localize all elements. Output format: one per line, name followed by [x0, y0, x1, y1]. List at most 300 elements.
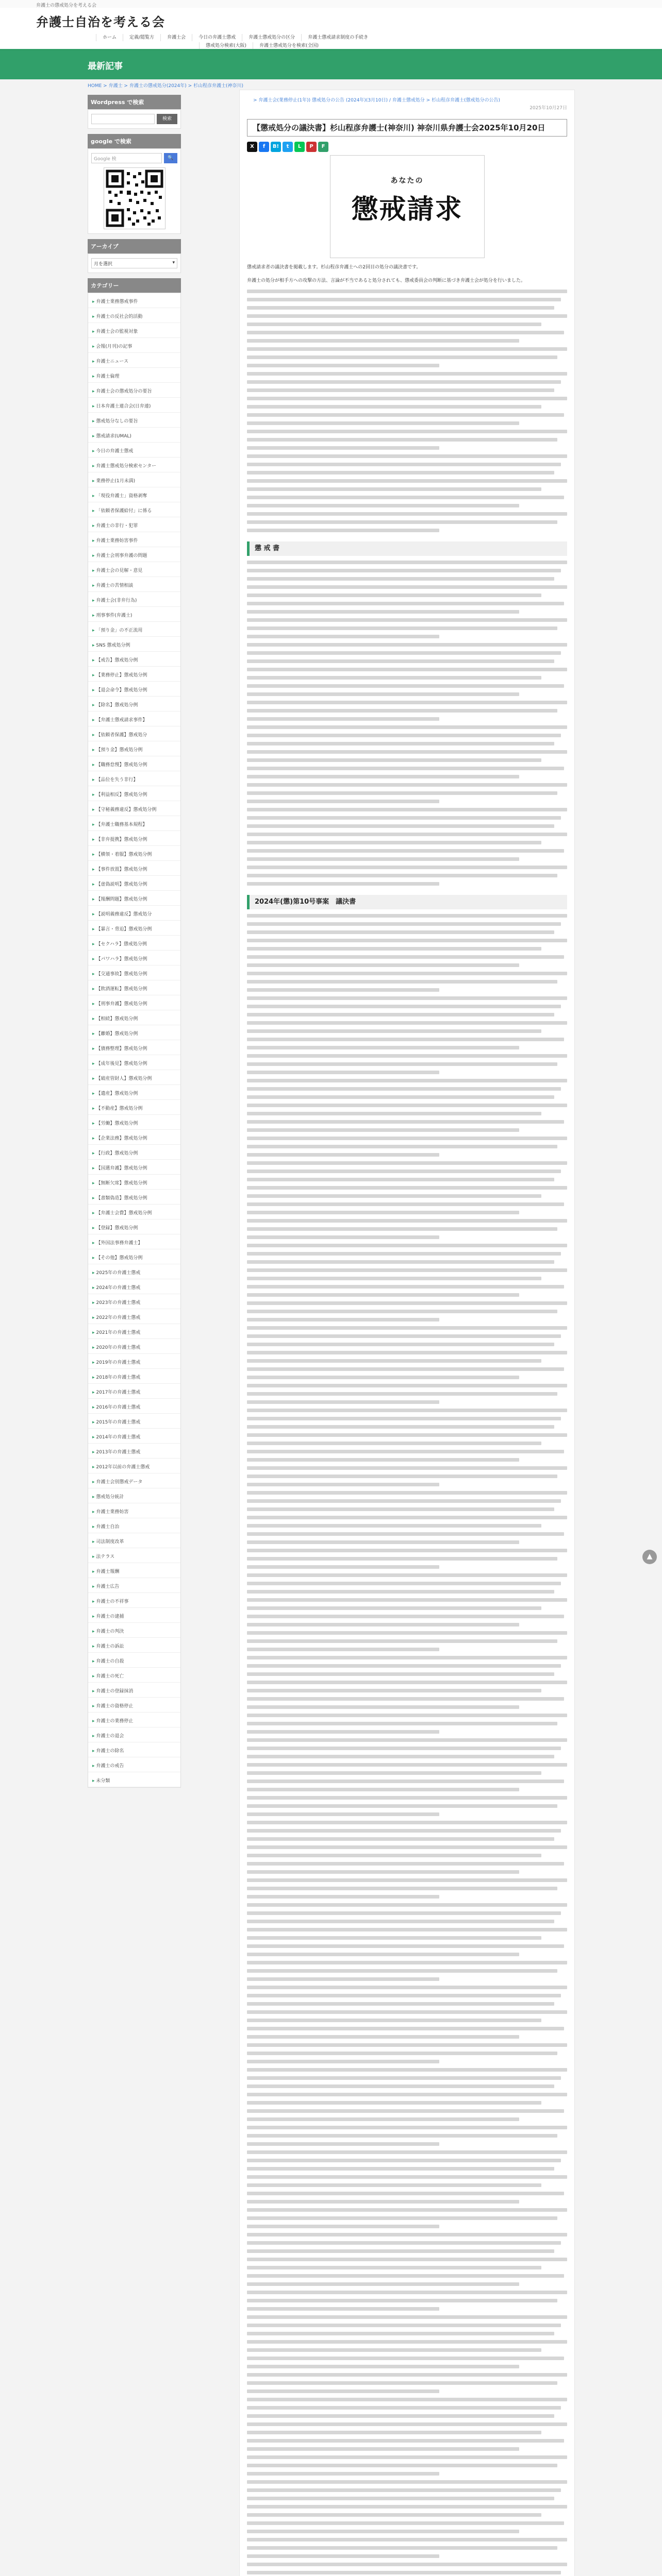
- text-line: [247, 1425, 554, 1429]
- text-line: [247, 874, 557, 877]
- qr-code-image: [104, 167, 166, 229]
- category-link[interactable]: ▸ 司法制度改革: [88, 1533, 180, 1548]
- category-link[interactable]: ▸ 弁護士の業務停止: [88, 1713, 180, 1727]
- text-line: [247, 1821, 567, 1824]
- site-title[interactable]: 弁護士自治を考える会: [36, 15, 165, 29]
- text-line: [247, 1837, 554, 1841]
- category-link[interactable]: ▸ 2014年の弁護士懲戒: [88, 1429, 180, 1444]
- category-link[interactable]: ▸ 弁護士自治: [88, 1518, 180, 1533]
- text-line: [247, 1310, 557, 1313]
- text-line: [247, 963, 519, 967]
- article-date: 2025年10月27日: [529, 106, 567, 111]
- text-line: [247, 1516, 567, 1519]
- text-line: [247, 1326, 567, 1330]
- category-link[interactable]: ▸ 【遺産】懲戒処分例: [88, 1085, 180, 1100]
- text-line: [247, 1524, 541, 1528]
- text-line: [247, 471, 554, 474]
- category-link[interactable]: ▸ 【横領・着服】懲戒処分例: [88, 846, 180, 861]
- category-link[interactable]: ▸ 【国選弁護】懲戒処分例: [88, 1160, 180, 1175]
- category-link[interactable]: ▸ 【職務怠慢】懲戒処分例: [88, 756, 180, 771]
- text-line: [247, 1161, 567, 1165]
- text-line: [247, 1087, 561, 1091]
- category-link[interactable]: ▸ 【企業法務】懲戒処分例: [88, 1130, 180, 1145]
- feedly-share-icon[interactable]: F: [318, 142, 328, 152]
- category-link[interactable]: ▸ 【暴言・脅迫】懲戒処分例: [88, 921, 180, 936]
- category-link[interactable]: ▸ 【弁護士職務基本規程】: [88, 816, 180, 831]
- facebook-share-icon[interactable]: f: [259, 142, 269, 152]
- category-link[interactable]: ▸ 【刑事弁護】懲戒処分例: [88, 995, 180, 1010]
- text-line: [247, 2357, 564, 2360]
- text-line: [247, 1887, 557, 1890]
- text-line: [247, 2010, 567, 2014]
- archive-select[interactable]: [91, 258, 177, 268]
- text-line: [247, 355, 557, 359]
- text-line: [247, 1104, 567, 1107]
- text-line: [247, 529, 439, 532]
- category-link[interactable]: ▸ 「預り金」の不正流用: [88, 622, 180, 637]
- text-line: [247, 1878, 567, 1882]
- text-line: [247, 2324, 561, 2327]
- category-link[interactable]: ▸ 2015年の弁護士懲戒: [88, 1414, 180, 1429]
- text-line: [247, 1780, 564, 1783]
- text-line: [247, 734, 561, 737]
- category-link[interactable]: ▸ 2012年以前の弁護士懲戒: [88, 1459, 180, 1473]
- text-line: [247, 2101, 541, 2105]
- article-breadcrumb[interactable]: > 弁護士会(業務停止(1年)) 懲戒処分の公告 (2024年)(3月10日) / 弁護士懲戒処分 > 杉山程彦弁護士(懲戒処分の公告): [253, 98, 501, 103]
- text-line: [247, 2422, 567, 2426]
- category-link[interactable]: ▸ 【債務整理】懲戒処分例: [88, 1040, 180, 1055]
- text-line: [247, 2373, 567, 2377]
- pocket-share-icon[interactable]: P: [306, 142, 317, 152]
- category-link[interactable]: ▸ 弁護士懲戒処分検索センター: [88, 457, 180, 472]
- category-link[interactable]: ▸ 懲戒処分なしの要旨: [88, 413, 180, 428]
- eyecatch-title: 懲戒請求: [351, 194, 463, 225]
- text-line: [247, 2274, 564, 2278]
- category-link[interactable]: ▸ 2016年の弁護士懲戒: [88, 1399, 180, 1414]
- twitter-share-icon[interactable]: t: [283, 142, 293, 152]
- text-line: [247, 2315, 567, 2319]
- text-line: [247, 298, 561, 301]
- text-line: [247, 1194, 541, 1198]
- category-link[interactable]: ▸ 弁護士の判決: [88, 1623, 180, 1638]
- text-line: [247, 2365, 519, 2368]
- text-line: [247, 2530, 519, 2533]
- text-line: [247, 758, 541, 762]
- category-link[interactable]: ▸ 弁護士会刑事弁護の問題: [88, 547, 180, 562]
- wp-search-button[interactable]: 検索: [157, 114, 177, 124]
- text-line: [247, 651, 561, 655]
- text-line: [247, 1252, 561, 1256]
- text-line: [247, 1277, 541, 1280]
- text-line: [247, 1186, 567, 1190]
- text-line: [247, 725, 567, 729]
- category-link[interactable]: ▸ 【登録】懲戒処分例: [88, 1219, 180, 1234]
- text-line: [247, 1038, 564, 1041]
- category-link[interactable]: ▸ 弁護士の非行・犯罪: [88, 517, 180, 532]
- article-title: 【懲戒処分の議決書】杉山程彦弁護士(神奈川) 神奈川県弁護士会2025年10月20日: [253, 123, 545, 132]
- category-link[interactable]: ▸ 弁護士倫理: [88, 368, 180, 383]
- category-link[interactable]: ▸ 懲戒処分統計: [88, 1488, 180, 1503]
- category-link[interactable]: ▸ 【利益相反】懲戒処分例: [88, 786, 180, 801]
- category-link[interactable]: ▸ 【外国法事務弁護士】: [88, 1234, 180, 1249]
- text-line: [247, 791, 557, 795]
- category-link[interactable]: ▸ 懲戒請求(UMAL): [88, 428, 180, 443]
- text-line: [247, 1219, 567, 1223]
- wp-search-input[interactable]: [91, 114, 155, 124]
- text-line: [247, 824, 554, 828]
- category-link[interactable]: ▸ 【非弁提携】懲戒処分例: [88, 831, 180, 846]
- category-link[interactable]: ▸ 【退会命令】懲戒処分例: [88, 682, 180, 697]
- category-link[interactable]: ▸ 弁護士の訴訟: [88, 1638, 180, 1653]
- category-link[interactable]: ▸ 【パワハラ】懲戒処分例: [88, 951, 180, 965]
- category-link[interactable]: ▸ 弁護士業務妨害事件: [88, 532, 180, 547]
- text-line: [247, 2299, 557, 2302]
- category-link[interactable]: ▸ 弁護士業務妨害: [88, 1503, 180, 1518]
- text-line: [247, 1573, 567, 1577]
- category-link[interactable]: ▸ SNS 懲戒処分例: [88, 637, 180, 652]
- text-line: [247, 421, 519, 425]
- text-line: [247, 405, 541, 409]
- text-line: [247, 2282, 519, 2286]
- text-line: [247, 1961, 567, 1964]
- text-line: [247, 849, 564, 853]
- category-link[interactable]: ▸ 弁護士の退会: [88, 1727, 180, 1742]
- category-link[interactable]: ▸ 弁護士の登録抹消: [88, 1683, 180, 1698]
- category-link[interactable]: ▸ 弁護士の除名: [88, 1742, 180, 1757]
- text-line: [247, 290, 567, 293]
- sidebar: [88, 90, 181, 1788]
- text-line: [247, 2043, 567, 2047]
- text-line: [247, 2134, 557, 2138]
- text-line: [247, 2439, 564, 2443]
- category-link[interactable]: ▸ 今日の弁護士懲戒: [88, 443, 180, 457]
- text-line: [247, 2546, 557, 2550]
- category-link[interactable]: ▸ 業務停止(1月未満): [88, 472, 180, 487]
- text-line: [247, 2414, 554, 2418]
- text-line: [247, 1911, 561, 1915]
- text-line: [247, 1178, 554, 1181]
- text-line: [247, 1648, 439, 1651]
- category-link[interactable]: ▸ 弁護士会の見解・意見: [88, 562, 180, 577]
- category-link[interactable]: ▸ 【行政】懲戒処分例: [88, 1145, 180, 1160]
- text-line: [247, 914, 567, 918]
- text-line: [247, 1639, 557, 1643]
- category-link[interactable]: ▸ 「現役弁護士」資格剥奪: [88, 487, 180, 502]
- category-link[interactable]: ▸ 弁護士の不祥事: [88, 1593, 180, 1608]
- text-line: [247, 1029, 541, 1033]
- qr-code-graphic: [104, 168, 165, 229]
- text-line: [247, 1623, 519, 1626]
- text-line: [247, 1565, 439, 1569]
- category-link[interactable]: ▸ 【書類偽造】懲戒処分例: [88, 1190, 180, 1205]
- text-line: [247, 1771, 541, 1775]
- category-link[interactable]: ▸ 弁護士報酬: [88, 1563, 180, 1578]
- text-line: [247, 1796, 567, 1800]
- text-line: [247, 1944, 564, 1948]
- text-line: [247, 380, 561, 384]
- category-link[interactable]: ▸ 【依頼者保護】懲戒処分: [88, 726, 180, 741]
- text-line: [247, 1672, 554, 1676]
- text-line: [247, 1334, 561, 1338]
- text-line: [247, 2348, 541, 2352]
- category-header: カテゴリー: [88, 278, 181, 293]
- category-link[interactable]: ▸ 「依頼者保護給付」に係る: [88, 502, 180, 517]
- text-line: [247, 504, 519, 507]
- text-line: [247, 2455, 567, 2459]
- text-line: [247, 2340, 567, 2344]
- text-line: [247, 2513, 541, 2517]
- category-link[interactable]: ▸ 【成年後見】懲戒処分例: [88, 1055, 180, 1070]
- category-link[interactable]: ▸ 【虚偽説明】懲戒処分例: [88, 876, 180, 891]
- text-line: [247, 1812, 439, 1816]
- text-line: [247, 1409, 567, 1412]
- category-link[interactable]: ▸ 【説明義務違反】懲戒処分: [88, 906, 180, 921]
- banner-title: 最新記事: [88, 61, 123, 72]
- category-link[interactable]: ▸ 【相続】懲戒処分例: [88, 1010, 180, 1025]
- text-line: [247, 1606, 541, 1610]
- google-search-widget: [88, 148, 181, 234]
- text-line: [247, 701, 567, 704]
- nav-item[interactable]: ホーム: [96, 34, 123, 41]
- text-line: [247, 479, 567, 483]
- text-line: [247, 1013, 554, 1016]
- text-line: [247, 463, 561, 466]
- text-line: [247, 1681, 567, 1684]
- text-line: [247, 1664, 561, 1668]
- text-line: [247, 767, 564, 770]
- category-link[interactable]: ▸ 【弁護士懲戒請求事件】: [88, 711, 180, 726]
- text-line: [247, 1153, 439, 1157]
- text-line: [247, 775, 519, 778]
- text-line: [247, 2472, 439, 2476]
- category-link[interactable]: ▸ 2024年の弁護士懲戒: [88, 1279, 180, 1294]
- category-link[interactable]: ▸ 弁護士の戒告: [88, 1757, 180, 1772]
- category-link[interactable]: ▸ 未分類: [88, 1772, 180, 1787]
- text-line: [247, 1137, 567, 1140]
- text-line: [247, 1120, 564, 1124]
- text-line: [247, 1417, 561, 1420]
- category-link[interactable]: ▸ 弁護士の反社会的活動: [88, 308, 180, 323]
- category-link[interactable]: ▸ 【労働】懲戒処分例: [88, 1115, 180, 1130]
- category-link[interactable]: ▸ 2018年の弁護士懲戒: [88, 1369, 180, 1384]
- category-link[interactable]: ▸ 【業務停止】懲戒処分例: [88, 667, 180, 682]
- text-line: [247, 1738, 567, 1742]
- category-link[interactable]: ▸ 【除名】懲戒処分例: [88, 697, 180, 711]
- category-link[interactable]: ▸ 【破産管財人】懲戒処分例: [88, 1070, 180, 1085]
- text-line: [247, 2521, 564, 2525]
- text-line: [247, 1442, 541, 1445]
- category-link[interactable]: ▸ 【その他】懲戒処分例: [88, 1249, 180, 1264]
- text-line: [247, 413, 564, 417]
- line-share-icon[interactable]: L: [294, 142, 305, 152]
- category-link[interactable]: ▸ 【不動産】懲戒処分例: [88, 1100, 180, 1115]
- text-line: [247, 643, 567, 647]
- text-line: [247, 930, 554, 934]
- text-line: [247, 988, 439, 992]
- text-line: [247, 2167, 554, 2171]
- category-link[interactable]: ▸ 【預り金】懲戒処分例: [88, 741, 180, 756]
- category-link[interactable]: ▸ 弁護士の死亡: [88, 1668, 180, 1683]
- text-line: [247, 1376, 519, 1379]
- breadcrumb: [0, 79, 662, 90]
- text-line: [247, 1936, 541, 1940]
- wp-search-widget: [88, 109, 181, 129]
- category-link[interactable]: ▸ 刑事事件(弁護士): [88, 607, 180, 622]
- article-paragraph: 弁護士の処分が相手方への攻撃の方法、言論が不当であると処分されても、懲戒委員会の判断に基づき弁護士会が処分を行いました。: [247, 278, 526, 283]
- text-line: [247, 922, 561, 926]
- text-line: [247, 2381, 557, 2385]
- category-link[interactable]: ▸ 弁護士ニュース: [88, 353, 180, 368]
- section-banner: [0, 51, 662, 79]
- category-link[interactable]: ▸ 弁護士の自殺: [88, 1653, 180, 1668]
- category-link[interactable]: ▸ 2021年の弁護士懲戒: [88, 1324, 180, 1339]
- category-link[interactable]: ▸ 2020年の弁護士懲戒: [88, 1339, 180, 1354]
- text-line: [247, 1615, 564, 1618]
- text-line: [247, 2505, 567, 2509]
- nav-item[interactable]: 定義/閲覧方: [123, 34, 160, 41]
- nav-accent-line: [0, 49, 662, 51]
- category-link[interactable]: ▸ 【守秘義務違反】懲戒処分例: [88, 801, 180, 816]
- text-line: [247, 2175, 567, 2179]
- category-link[interactable]: ▸ 弁護士業務懲戒事件: [88, 293, 180, 308]
- text-line: [247, 1631, 567, 1635]
- text-line: [247, 1977, 439, 1981]
- text-line: [247, 438, 557, 442]
- text-line: [247, 397, 567, 400]
- category-link[interactable]: ▸ 2023年の弁護士懲戒: [88, 1294, 180, 1309]
- category-link[interactable]: ▸ 【離婚】懲戒処分例: [88, 1025, 180, 1040]
- text-line: [247, 1384, 567, 1387]
- text-line: [247, 577, 554, 581]
- text-line: [247, 1268, 567, 1272]
- text-line: [247, 1829, 561, 1833]
- category-link[interactable]: ▸ 弁護士の資格停止: [88, 1698, 180, 1713]
- category-link[interactable]: ▸ 弁護士会の懲戒処分の要旨: [88, 383, 180, 398]
- category-link[interactable]: ▸ 日本弁護士連合会(日弁連): [88, 398, 180, 413]
- scroll-to-top-button[interactable]: [642, 1550, 657, 1564]
- text-line: [247, 1540, 519, 1544]
- text-line: [247, 1079, 567, 1082]
- category-link[interactable]: ▸ 【弁護士会費】懲戒処分例: [88, 1205, 180, 1219]
- text-line: [247, 1450, 564, 1453]
- hatena-share-icon[interactable]: B!: [271, 142, 281, 152]
- category-link[interactable]: ▸ 【事件放置】懲戒処分例: [88, 861, 180, 876]
- category-link[interactable]: ▸ 【セクハラ】懲戒処分例: [88, 936, 180, 951]
- x-share-icon[interactable]: X: [247, 142, 257, 152]
- text-line: [247, 1021, 567, 1025]
- category-link[interactable]: ▸ 【報酬問題】懲戒処分例: [88, 891, 180, 906]
- article-title-box: [247, 119, 567, 137]
- text-line: [247, 339, 519, 343]
- nav-item[interactable]: 弁護士懲戒処分の区分: [242, 34, 301, 41]
- category-link[interactable]: ▸ 【品位を失う非行】: [88, 771, 180, 786]
- text-line: [247, 750, 567, 754]
- text-line: [247, 2076, 561, 2080]
- text-line: [247, 2431, 541, 2434]
- google-search-input[interactable]: Google 検: [91, 153, 162, 163]
- text-line: [247, 1260, 554, 1264]
- text-line: [247, 2538, 567, 2541]
- category-link[interactable]: ▸ 【飲酒運転】懲戒処分例: [88, 980, 180, 995]
- text-line: [247, 2052, 557, 2055]
- text-line: [247, 2084, 554, 2088]
- text-line: [247, 1920, 554, 1923]
- text-line: [247, 2027, 564, 2030]
- text-line: [247, 1689, 541, 1692]
- category-link[interactable]: ▸ 弁護士の苦情相談: [88, 577, 180, 592]
- text-line: [247, 2109, 564, 2113]
- text-line: [247, 2192, 564, 2195]
- text-line: [247, 1071, 439, 1074]
- nav-item[interactable]: 弁護士懲戒請求制度の手続き: [301, 34, 374, 41]
- category-link[interactable]: ▸ 2017年の弁護士懲戒: [88, 1384, 180, 1399]
- text-line: [247, 2093, 567, 2096]
- text-line: [247, 388, 554, 392]
- text-line: [247, 2068, 567, 2072]
- nav-item[interactable]: 今日の弁護士懲戒: [192, 34, 242, 41]
- text-line: [247, 1458, 519, 1462]
- category-link[interactable]: ▸ 弁護士会(非弁行為): [88, 592, 180, 607]
- category-link[interactable]: ▸ 弁護士の逮捕: [88, 1608, 180, 1623]
- text-line: [247, 372, 567, 376]
- text-line: [247, 2266, 541, 2269]
- category-link[interactable]: ▸ 弁護士広告: [88, 1578, 180, 1593]
- text-line: [247, 2002, 554, 2006]
- archive-widget: [88, 253, 181, 273]
- top-bar: [0, 0, 662, 8]
- category-link[interactable]: ▸ 会報(月刊)の記事: [88, 338, 180, 353]
- text-line: [247, 1755, 554, 1758]
- category-link[interactable]: ▸ 法テラス: [88, 1548, 180, 1563]
- category-link[interactable]: ▸ 弁護士会の監視対象: [88, 323, 180, 338]
- text-line: [247, 1466, 567, 1470]
- category-link[interactable]: ▸ 2013年の弁護士懲戒: [88, 1444, 180, 1459]
- text-line: [247, 2447, 519, 2451]
- google-search-button[interactable]: [164, 153, 177, 163]
- text-line: [247, 684, 564, 688]
- text-line: [247, 1301, 567, 1305]
- text-line: [247, 1054, 567, 1058]
- nav-item[interactable]: 弁護士懲戒処分を検索(全国): [253, 42, 325, 49]
- category-link[interactable]: ▸ 弁護士会別懲戒データ: [88, 1473, 180, 1488]
- text-line: [247, 816, 561, 820]
- category-list: [88, 293, 181, 1788]
- nav-item[interactable]: 懲戒処分検索(大阪): [199, 42, 253, 49]
- category-link[interactable]: ▸ 【無断欠席】懲戒処分例: [88, 1175, 180, 1190]
- text-line: [247, 955, 564, 959]
- search-icon: 🔍: [168, 156, 174, 161]
- category-link[interactable]: ▸ 2019年の弁護士懲戒: [88, 1354, 180, 1369]
- text-line: [247, 610, 519, 614]
- category-link[interactable]: ▸ 2022年の弁護士懲戒: [88, 1309, 180, 1324]
- text-line: [247, 1656, 567, 1659]
- text-line: [247, 1211, 519, 1214]
- text-line: [247, 1235, 439, 1239]
- nav-item[interactable]: 弁護士会: [160, 34, 192, 41]
- text-line: [247, 1895, 439, 1899]
- category-link[interactable]: ▸ 【交通事故】懲戒処分例: [88, 965, 180, 980]
- text-line: [247, 594, 541, 597]
- text-line: [247, 1953, 519, 1956]
- text-line: [247, 1285, 564, 1289]
- category-link[interactable]: ▸ 2025年の弁護士懲戒: [88, 1264, 180, 1279]
- breadcrumb-text[interactable]: HOME > 弁護士 > 弁護士の懲戒処分(2024年) > 杉山程彦弁護士(神奈川): [88, 83, 244, 89]
- text-line: [247, 1986, 567, 1989]
- text-line: [247, 1112, 541, 1115]
- text-line: [247, 1705, 519, 1709]
- category-link[interactable]: ▸ 【戒告】懲戒処分例: [88, 652, 180, 667]
- text-line: [247, 2183, 541, 2187]
